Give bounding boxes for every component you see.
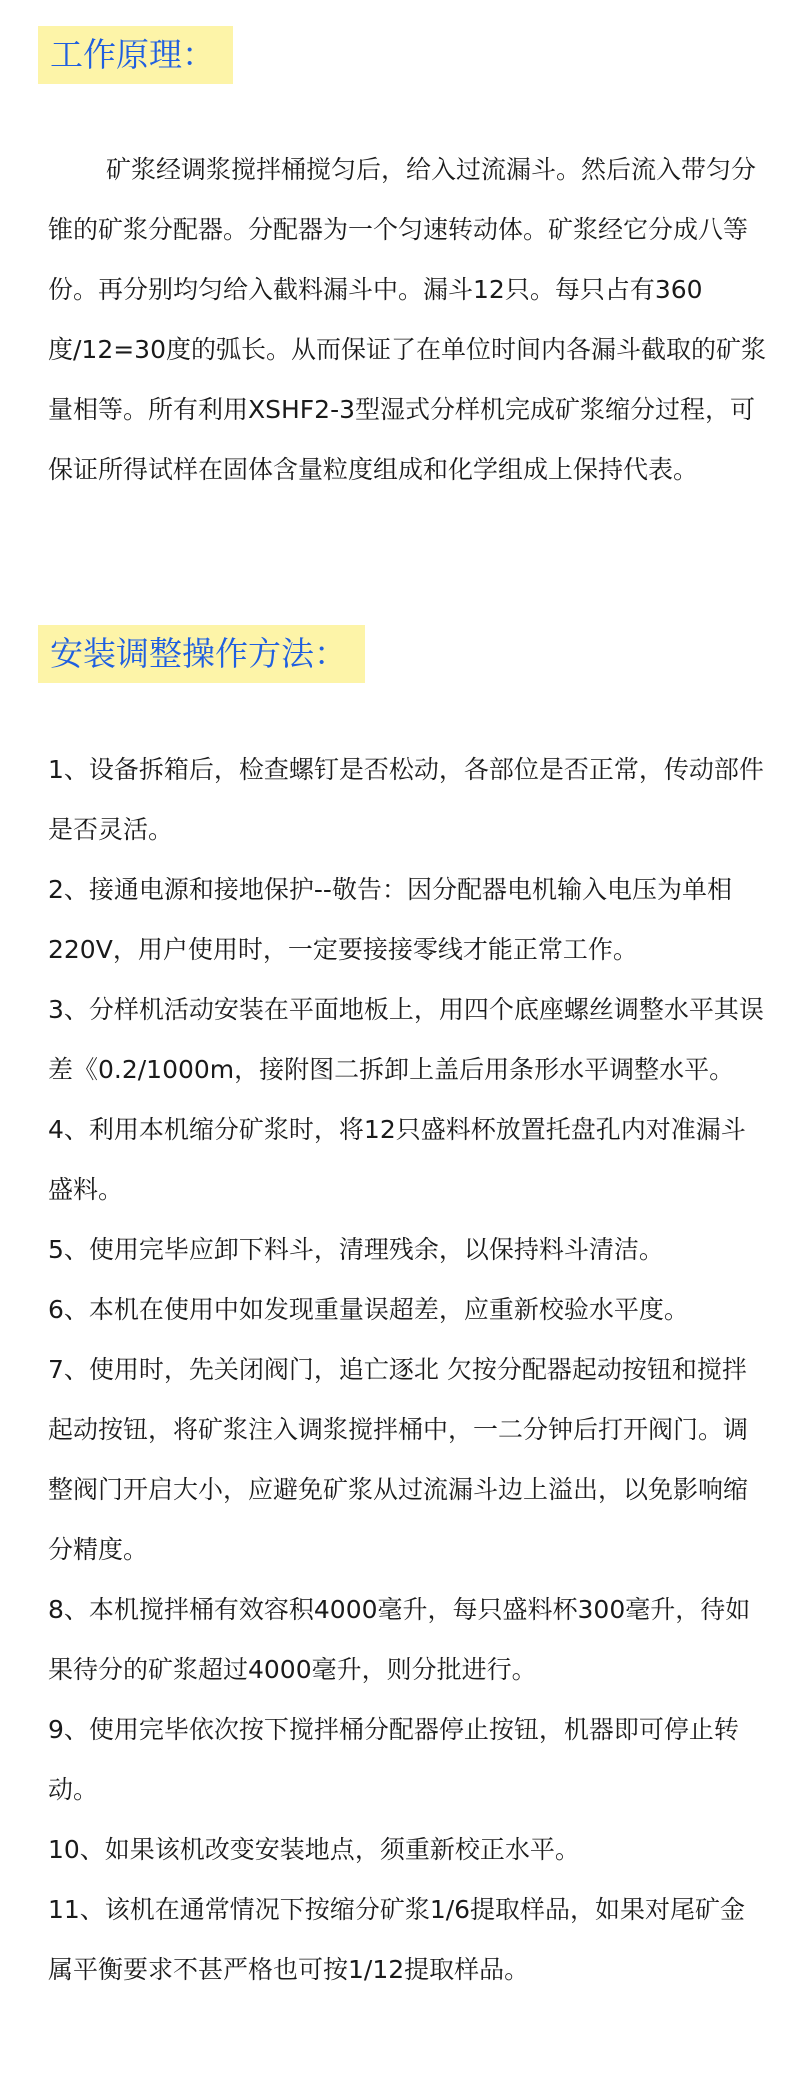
method-steps-list [48, 740, 768, 2000]
principle-paragraph: 矿浆经调浆搅拌桶搅匀后，给入过流漏斗。然后流入带匀分锥的矿浆分配器。分配器为一个匀速转动体。矿浆经它分成八等份。再分别均匀给入截料漏斗中。漏斗12只。每只占有360度/12=30度的弧长。从而保证了在单位时间内各漏斗截取的矿浆量相等。所有利用XSHF2-3型湿式分样机完成矿浆缩分过程，可保证所得试样在固体含量粒度组成和化学组成上保持代表。 [48, 155, 766, 484]
step-item-1: 1、设备拆箱后，检查螺钉是否松动，各部位是否正常，传动部件是否灵活。 [48, 755, 764, 844]
section-title-method: 安装调整操作方法： [38, 625, 365, 683]
step-item-3: 3、分样机活动安装在平面地板上，用四个底座螺丝调整水平其误差《0.2/1000m，接附图二拆卸上盖后用条形水平调整水平。 [48, 995, 764, 1084]
step-item-11: 11、该机在通常情况下按缩分矿浆1/6提取样品，如果对尾矿金属平衡要求不甚严格也可按1/12提取样品。 [48, 1895, 746, 1984]
step-item-7: 7、使用时，先关闭阀门，追亡逐北 欠按分配器起动按钮和搅拌起动按钮，将矿浆注入调浆搅拌桶中，一二分钟后打开阀门。调整阀门开启大小，应避免矿浆从过流漏斗边上溢出，以免影响缩分精度。 [48, 1355, 749, 1564]
step-item-8: 8、本机搅拌桶有效容积4000毫升，每只盛料杯300毫升，待如果待分的矿浆超过4000毫升，则分批进行。 [48, 1595, 751, 1684]
step-item-2: 2、接通电源和接地保护--敬告：因分配器电机输入电压为单相220V，用户使用时，一定要接接零线才能正常工作。 [48, 875, 732, 964]
step-item-4: 4、利用本机缩分矿浆时，将12只盛料杯放置托盘孔内对准漏斗盛料。 [48, 1115, 746, 1204]
section-title-principle: 工作原理： [38, 26, 233, 84]
step-item-5: 5、使用完毕应卸下料斗，清理残余，以保持料斗清洁。 [48, 1235, 664, 1264]
step-item-6: 6、本机在使用中如发现重量误超差，应重新校验水平度。 [48, 1295, 689, 1324]
step-item-10: 10、如果该机改变安装地点，须重新校正水平。 [48, 1835, 580, 1864]
step-item-9: 9、使用完毕依次按下搅拌桶分配器停止按钮，机器即可停止转动。 [48, 1715, 739, 1804]
